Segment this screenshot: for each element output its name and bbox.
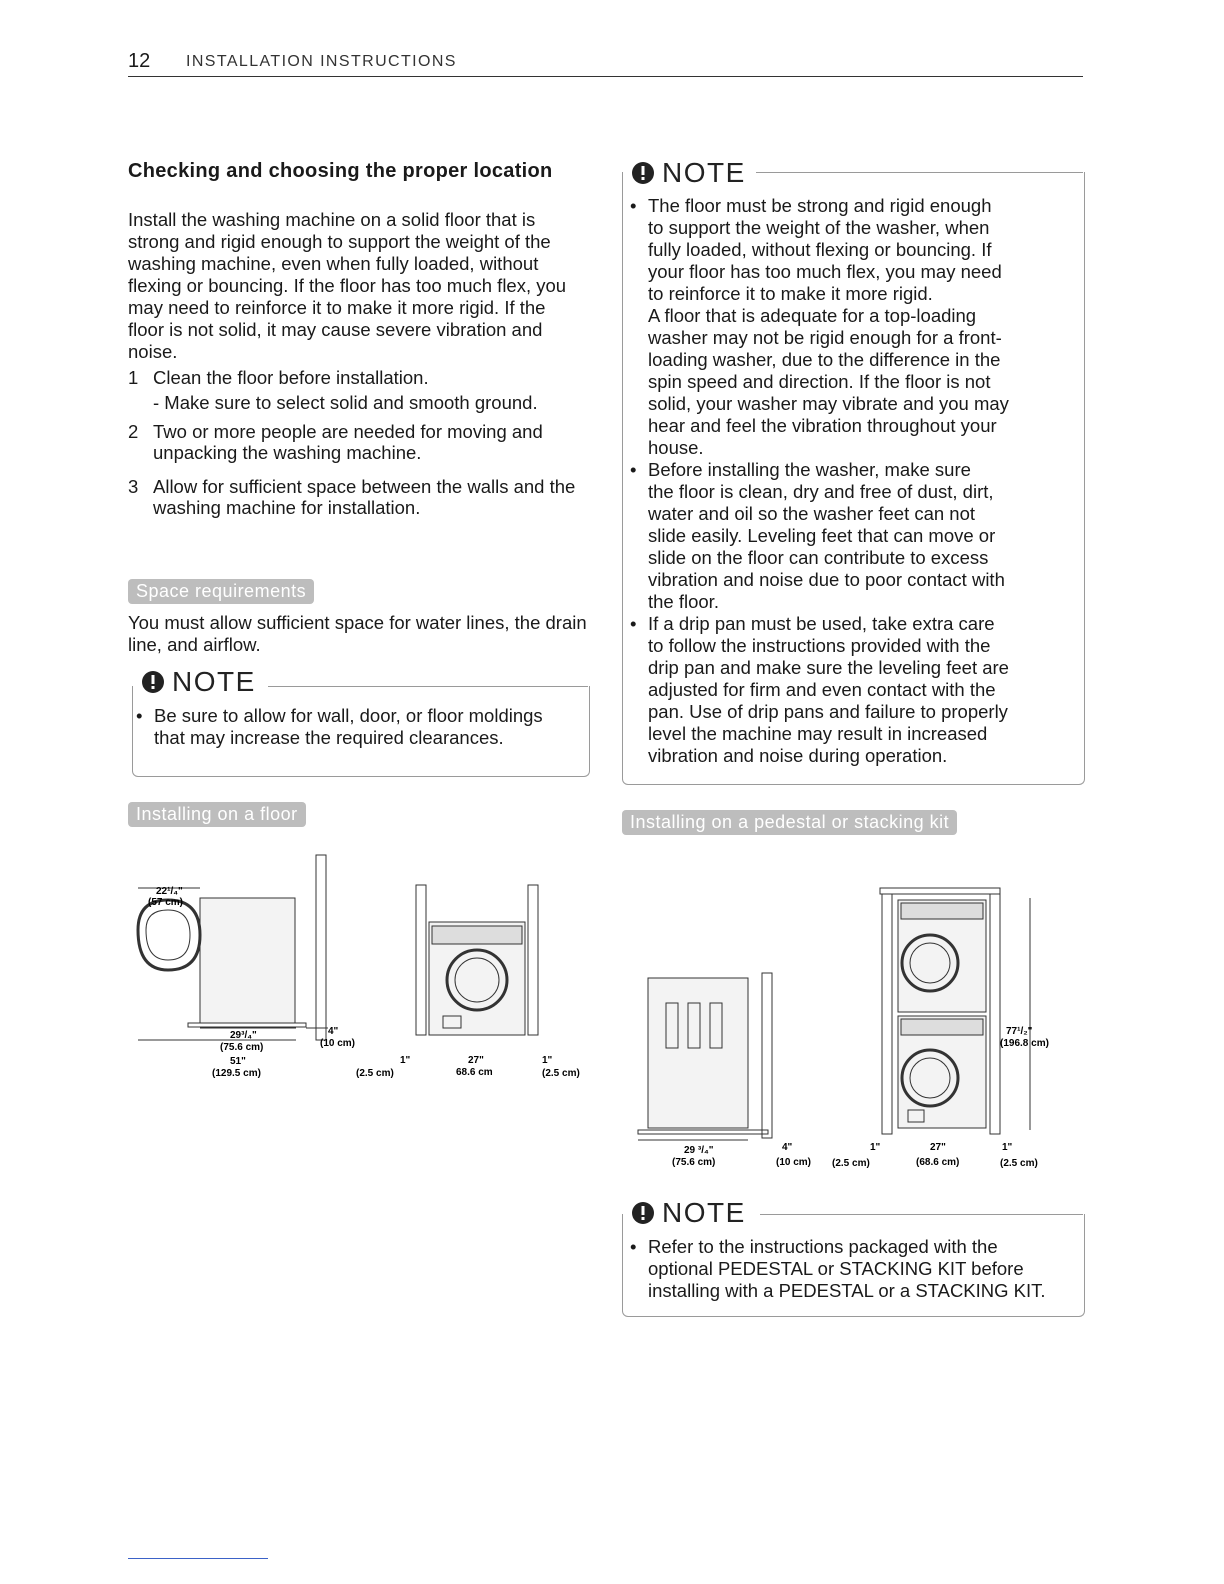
bullet-line: installing with a PEDESTAL or a STACKING KIT. xyxy=(648,1280,1046,1301)
total-label: 51" xyxy=(230,1056,246,1067)
warning-icon xyxy=(630,1200,656,1226)
bullet-line: vibration and noise during operation. xyxy=(648,745,948,766)
note-header xyxy=(630,157,746,189)
note-label: NOTE xyxy=(172,666,256,697)
step-text: Two or more people are needed for moving and unpacking the washing machine. xyxy=(153,421,543,463)
warning-icon xyxy=(140,669,166,695)
side-right-cm: (2.5 cm) xyxy=(1000,1158,1038,1169)
side-right-cm: (2.5 cm) xyxy=(542,1068,580,1079)
bullet-line: spin speed and direction. If the floor is not xyxy=(648,371,991,392)
height-label: 77¹/₂" xyxy=(1006,1026,1033,1037)
total-cm: (129.5 cm) xyxy=(212,1068,261,1079)
note-bullet xyxy=(630,1236,1070,1302)
bullet-line: slide easily. Leveling feet that can move or xyxy=(648,525,996,546)
pill-label: Space requirements xyxy=(128,579,314,604)
side-left-cm: (2.5 cm) xyxy=(356,1068,394,1079)
pill-label: Installing on a pedestal or stacking kit xyxy=(622,810,957,835)
width-label: 27" xyxy=(930,1142,946,1153)
pill-label: Installing on a floor xyxy=(128,802,306,827)
page-header xyxy=(128,50,1083,77)
rear-label: 4" xyxy=(328,1026,339,1037)
rear-cm: (10 cm) xyxy=(320,1038,356,1049)
side-left-cm: (2.5 cm) xyxy=(832,1158,870,1169)
note-rule xyxy=(756,172,1083,173)
side-view-washer xyxy=(138,855,328,1040)
note-rule xyxy=(268,686,588,687)
note-bullet-2 xyxy=(630,459,1080,613)
bullet-line: vibration and noise due to poor contact with xyxy=(648,569,1005,590)
bullet-line: drip pan and make sure the leveling feet are xyxy=(648,657,1009,678)
bullet-line: fully loaded, without flexing or bouncing. If xyxy=(648,239,992,260)
side-right-label: 1" xyxy=(1002,1142,1013,1153)
depth-cm: (75.6 cm) xyxy=(220,1042,264,1053)
note-bullets-pedestal xyxy=(630,1236,1070,1302)
step-number: 2 xyxy=(128,421,139,442)
space-requirements-heading xyxy=(128,579,314,604)
note-header xyxy=(140,666,256,698)
side-left-label: 1" xyxy=(400,1055,411,1066)
step-text: Allow for sufficient space between the walls and the washing machine for installation. xyxy=(153,476,576,518)
note-bullet-3 xyxy=(630,613,1080,767)
width-label: 27" xyxy=(468,1055,484,1066)
bullet-line: • The floor must be strong and rigid enough xyxy=(648,195,992,216)
page-number: 12 xyxy=(128,50,151,72)
pedestal-heading xyxy=(622,810,957,835)
bullet-line: washer may not be rigid enough for a front- xyxy=(648,327,1002,348)
bullet-line: the floor is clean, dry and free of dust, dirt, xyxy=(648,481,994,502)
note-label: NOTE xyxy=(662,1197,746,1228)
bullet-line: • Refer to the instructions packaged with the xyxy=(648,1236,998,1257)
side-view-pedestal xyxy=(638,973,772,1140)
side-right-label: 1" xyxy=(542,1055,553,1066)
floor-installation-diagram xyxy=(128,850,598,1090)
front-view-washer xyxy=(416,885,538,1035)
step-sub: - Make sure to select solid and smooth ground. xyxy=(153,392,538,413)
bullet-line: water and oil so the washer feet can not xyxy=(648,503,976,524)
step-2 xyxy=(128,421,598,465)
bullet-line: loading washer, due to the difference in the xyxy=(648,349,1001,370)
bullet-line: A floor that is adequate for a top-loading xyxy=(648,305,977,326)
width-cm: (68.6 cm) xyxy=(916,1157,960,1168)
bullet-line: to follow the instructions provided with the xyxy=(648,635,991,656)
bullet-line: pan. Use of drip pans and failure to properly xyxy=(648,701,1008,722)
bullet-line: optional PEDESTAL or STACKING KIT before xyxy=(648,1258,1024,1279)
step-main: Clean the floor before installation. xyxy=(153,367,429,388)
footer-link-rule xyxy=(128,1558,268,1559)
header-title: INSTALLATION INSTRUCTIONS xyxy=(186,53,457,70)
height-cm: (196.8 cm) xyxy=(1000,1038,1049,1049)
space-paragraph: You must allow sufficient space for water lines, the drain line, and airflow. xyxy=(128,612,587,655)
door-width-label: 22¹/₄" xyxy=(156,886,183,897)
pedestal-installation-diagram xyxy=(630,878,1060,1178)
note-bullets-right xyxy=(630,195,1080,767)
step-1 xyxy=(128,367,598,411)
bullet-line: house. xyxy=(648,437,704,458)
bullet-line: to support the weight of the washer, when xyxy=(648,217,990,238)
warning-icon xyxy=(630,160,656,186)
bullet-line: • If a drip pan must be used, take extra care xyxy=(648,613,995,634)
bullet-line: hear and feel the vibration throughout your xyxy=(648,415,997,436)
bullet-line: • Before installing the washer, make sure xyxy=(648,459,971,480)
depth-label: 29³/₄" xyxy=(230,1030,257,1041)
bullet-line: solid, your washer may vibrate and you may xyxy=(648,393,1009,414)
step-number: 1 xyxy=(128,367,139,388)
note-bullets-left xyxy=(136,705,566,749)
step-number: 3 xyxy=(128,476,139,497)
bullet-line: your floor has too much flex, you may need xyxy=(648,261,1002,282)
rear-label: 4" xyxy=(782,1142,793,1153)
note-bullet-1 xyxy=(630,195,1080,459)
section-heading: Checking and choosing the proper location xyxy=(128,160,553,182)
depth-cm: (75.6 cm) xyxy=(672,1157,716,1168)
note-bullet: • Be sure to allow for wall, door, or floor moldings that may increase the required clearances. xyxy=(136,705,566,749)
bullet-line: level the machine may result in increased xyxy=(648,723,988,744)
installing-floor-heading xyxy=(128,802,306,827)
bullet-line: the floor. xyxy=(648,591,719,612)
rear-cm: (10 cm) xyxy=(776,1157,812,1168)
bullet-line: slide on the floor can contribute to excess xyxy=(648,547,989,568)
note-header xyxy=(630,1197,746,1229)
note-label: NOTE xyxy=(662,157,746,188)
note-rule xyxy=(760,1214,1083,1215)
intro-paragraph: Install the washing machine on a solid floor that is strong and rigid enough to support the weight of the washing machine, even when fully loaded, without flexing or bouncing. If the floor has too much flex, you may need to reinforce it to make it more rigid. If the floor is not solid, it may cause severe vibration and noise. xyxy=(128,209,567,362)
width-cm: 68.6 cm xyxy=(456,1067,493,1078)
door-width-cm: (57 cm) xyxy=(148,897,184,908)
depth-label: 29 ³/₄" xyxy=(684,1145,714,1156)
bullet-line: to reinforce it to make it more rigid. xyxy=(648,283,933,304)
side-left-label: 1" xyxy=(870,1142,881,1153)
step-3 xyxy=(128,476,598,520)
front-view-stacked xyxy=(880,888,1030,1134)
step-text xyxy=(153,367,593,413)
bullet-line: adjusted for firm and even contact with the xyxy=(648,679,996,700)
